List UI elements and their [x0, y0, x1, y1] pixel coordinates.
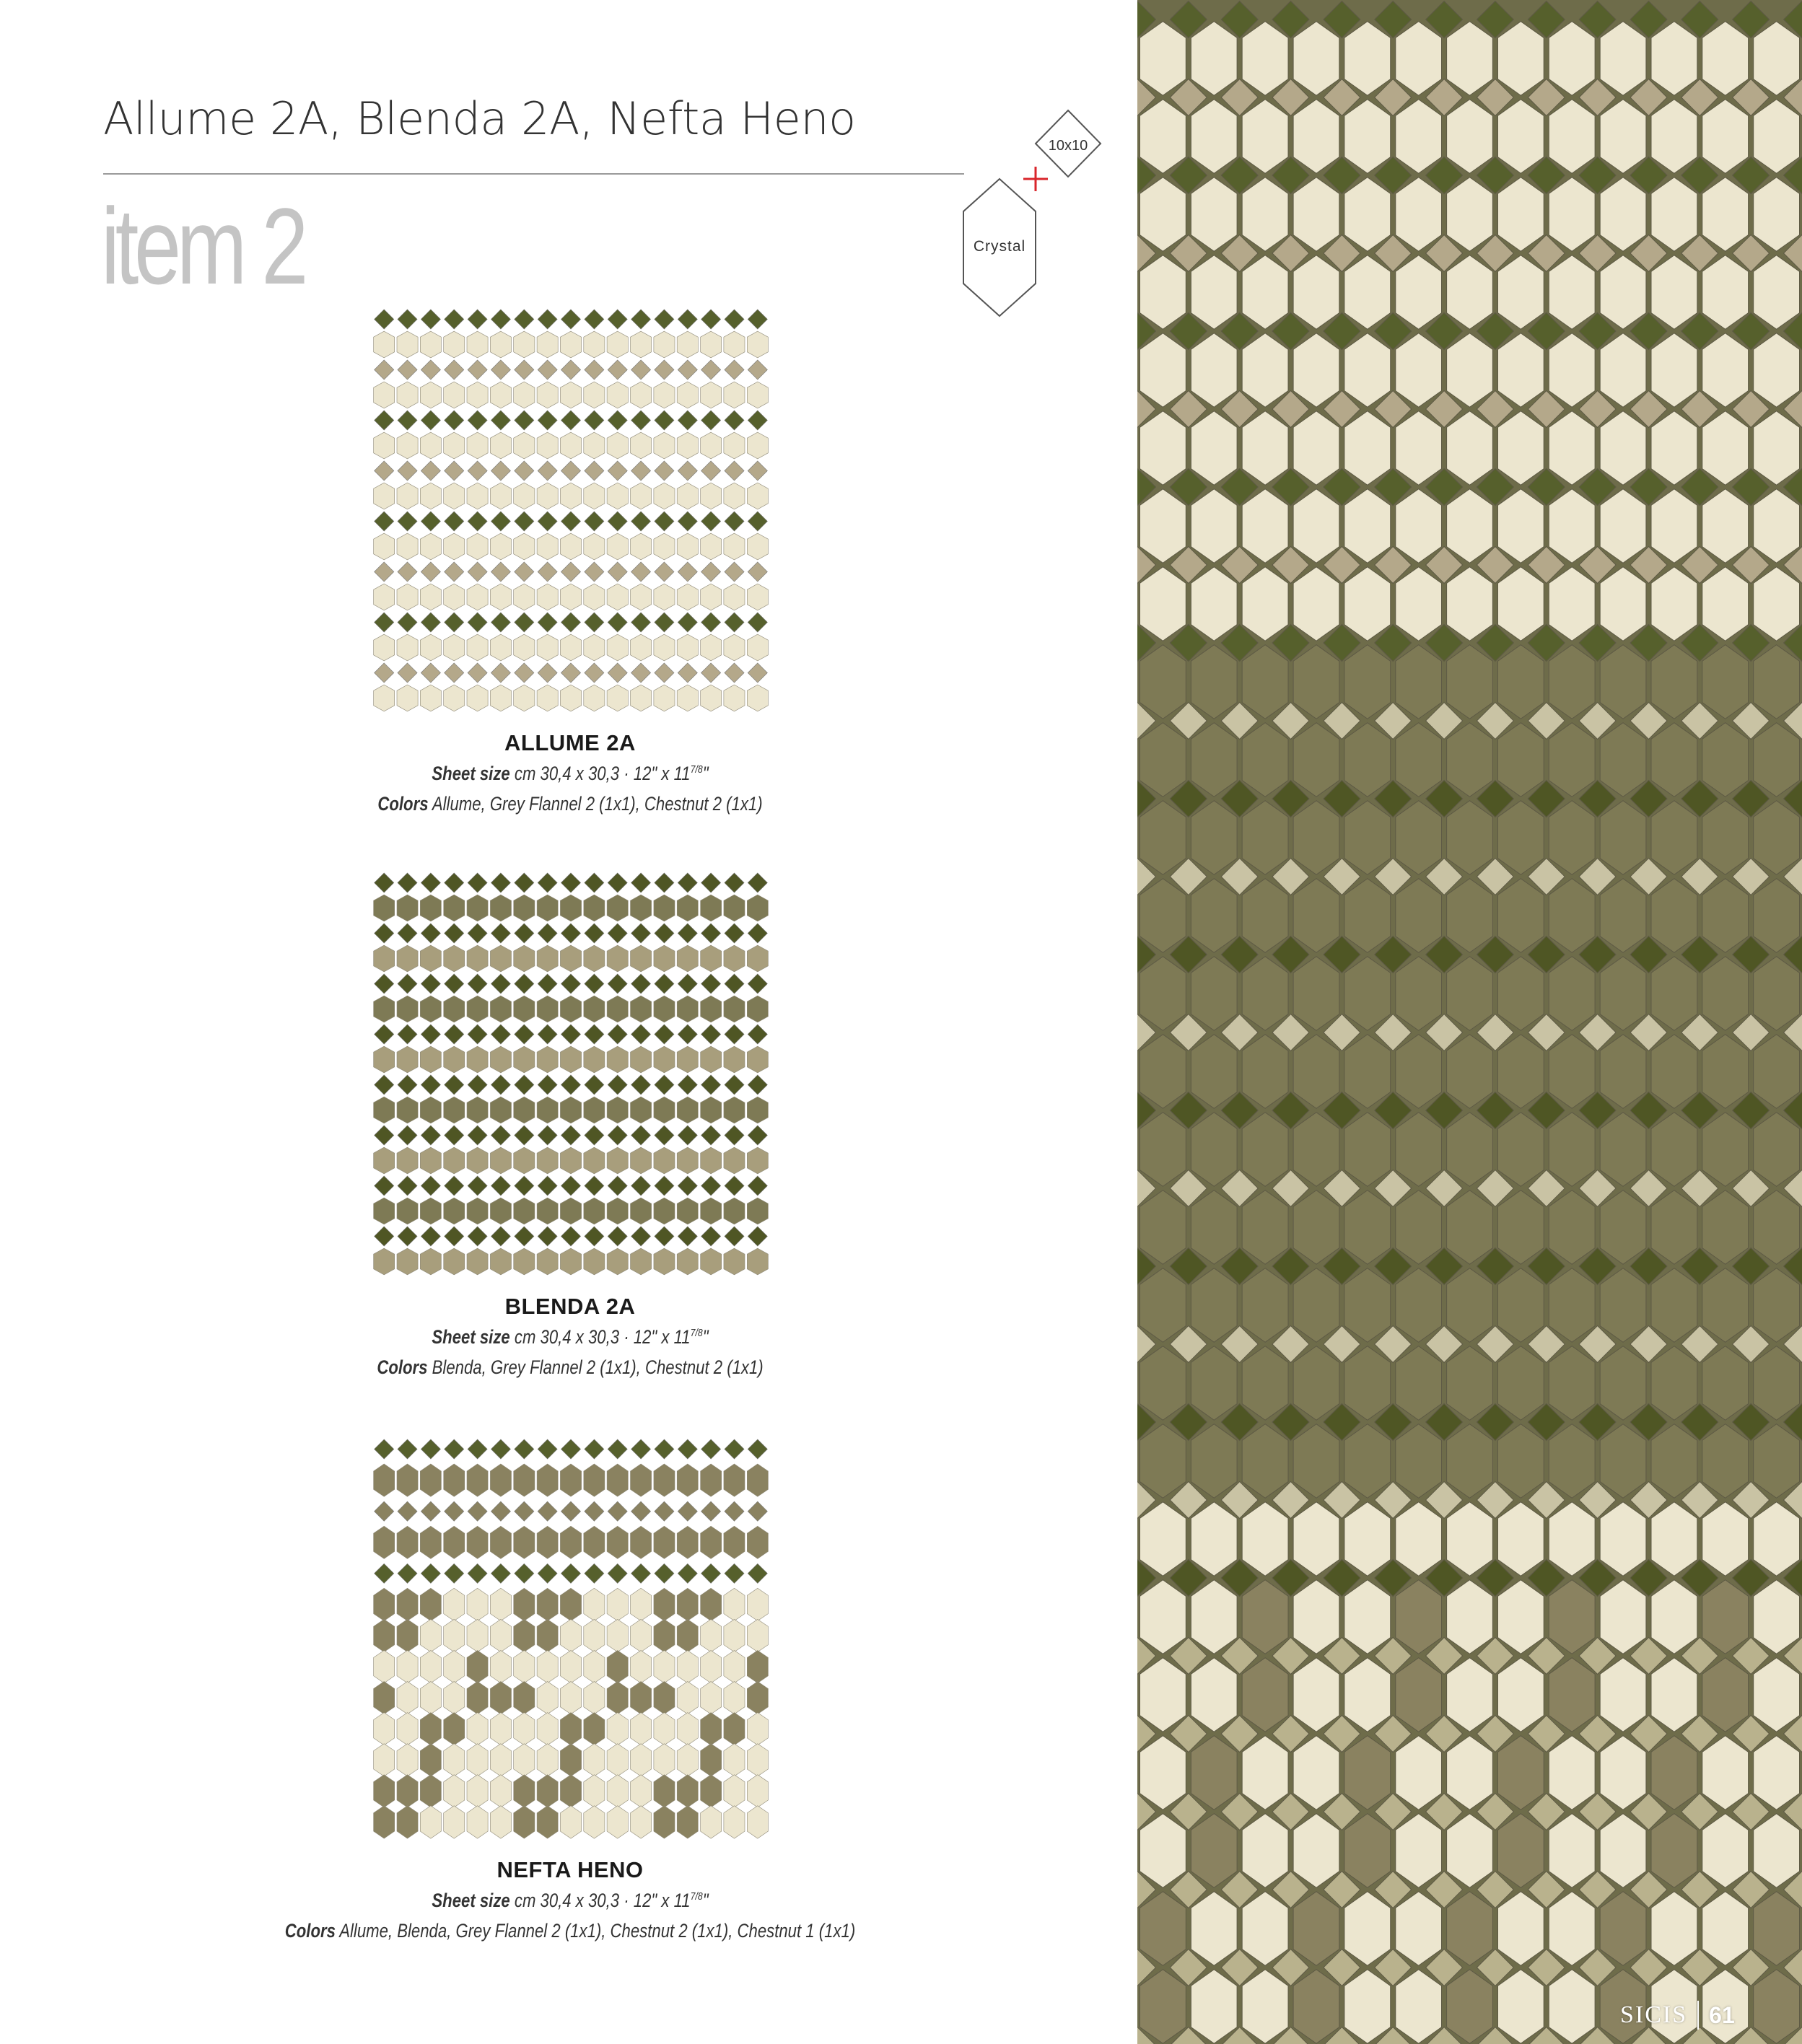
sheet-size-fraction: 7/8 — [690, 1890, 703, 1903]
sheet-size-fraction: 7/8 — [690, 763, 703, 776]
sheet-size-label: Sheet size — [432, 1890, 510, 1911]
colors-spec — [280, 1356, 860, 1379]
product-name: NEFTA HENO — [497, 1857, 644, 1882]
colors-label: Colors — [284, 1920, 336, 1942]
size-badge-label: 10x10 — [1048, 138, 1088, 154]
sheet-size-unit: " — [702, 1890, 709, 1911]
item-label: item 2 — [101, 185, 305, 307]
brand-logo: SICIS — [1620, 2001, 1688, 2028]
mosaic-sheet-image — [359, 299, 782, 718]
colors-value: Allume, Grey Flannel 2 (1x1), Chestnut 2 (1x1) — [432, 793, 763, 815]
mosaic-sheet-image — [359, 863, 782, 1281]
colors-value: Blenda, Grey Flannel 2 (1x1), Chestnut 2 (1x1) — [432, 1356, 764, 1378]
mosaic-sheet-image — [359, 1426, 782, 1845]
colors-label: Colors — [377, 1356, 428, 1378]
plus-icon — [1023, 167, 1048, 191]
sheet-size-value: cm 30,4 x 30,3 · 12" x 11 — [514, 1890, 691, 1911]
title-divider — [103, 173, 964, 175]
sheet-size-fraction: 7/8 — [690, 1327, 703, 1339]
sheet-size-spec — [280, 763, 860, 785]
sheet-size-label: Sheet size — [432, 763, 510, 784]
sheet-size-value: cm 30,4 x 30,3 · 12" x 11 — [514, 763, 691, 784]
product-name: BLENDA 2A — [504, 1294, 636, 1319]
crystal-badge-label: Crystal — [973, 238, 1026, 255]
sheet-size-label: Sheet size — [432, 1326, 510, 1348]
sheet-size-unit: " — [702, 1326, 709, 1348]
sheet-size-value: cm 30,4 x 30,3 · 12" x 11 — [514, 1326, 691, 1348]
product-name: ALLUME 2A — [504, 730, 636, 755]
crystal-badge — [963, 179, 1036, 316]
format-badges — [953, 107, 1119, 323]
mosaic-installation-photo — [1137, 0, 1802, 2044]
page-title: Allume 2A, Blenda 2A, Nefta Heno — [103, 92, 856, 145]
footer-divider — [1697, 2001, 1699, 2030]
colors-spec — [280, 793, 860, 815]
page-footer — [1620, 1997, 1735, 2033]
page-number: 61 — [1709, 2001, 1735, 2028]
colors-value: Allume, Blenda, Grey Flannel 2 (1x1), Chestnut 2 (1x1), Chestnut 1 (1x1) — [339, 1920, 856, 1942]
sheet-size-spec — [280, 1326, 860, 1348]
colors-label: Colors — [377, 793, 429, 815]
size-badge — [1036, 110, 1101, 177]
sheet-size-unit: " — [702, 763, 709, 784]
colors-spec — [280, 1920, 860, 1942]
sheet-size-spec — [280, 1890, 860, 1912]
